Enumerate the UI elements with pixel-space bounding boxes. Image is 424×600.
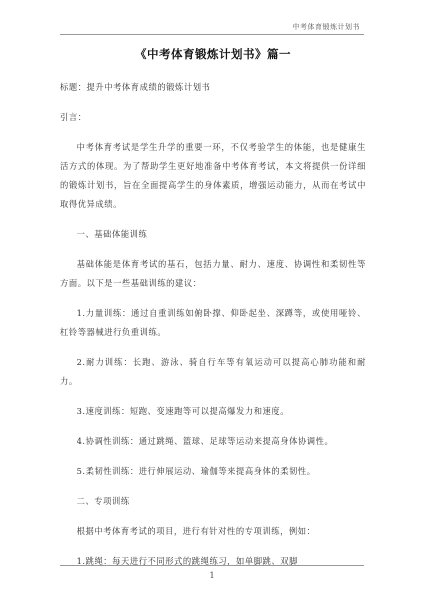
document-title: 《中考体育锻炼计划书》篇一 xyxy=(135,47,291,61)
list-item-endurance: 2.耐力训练：长跑、游泳、骑自行车等有氧运动可以提高心肺功能和耐力。 xyxy=(60,357,366,386)
section-heading-special: 二、专项训练 xyxy=(76,496,130,506)
list-item-strength: 1.力量训练：通过自重训练如俯卧撑、仰卧起坐、深蹲等，或使用哑铃、杠铃等器械进行负重训练。 xyxy=(60,308,366,337)
list-item-jump-rope: 1.跳绳：每天进行不同形式的跳绳练习，如单脚跳、双脚 xyxy=(76,556,298,566)
subject-line: 标题：提升中考体育成绩的锻炼计划书 xyxy=(60,82,211,92)
running-header: 中考体育锻炼计划书 xyxy=(292,23,360,31)
list-item-coordination: 4.协调性训练：通过跳绳、篮球、足球等运动来提高身体协调性。 xyxy=(76,436,334,446)
special-intro-paragraph: 根据中考体育考试的项目，进行有针对性的专项训练，例如： xyxy=(76,526,316,536)
footer-divider xyxy=(60,565,364,566)
basic-intro-paragraph: 基础体能是体育考试的基石，包括力量、耐力、速度、协调性和柔韧性等方面。以下是一些基础训练的建议： xyxy=(60,259,366,288)
section-heading-basic: 一、基础体能训练 xyxy=(76,229,148,239)
list-item-flexibility: 5.柔韧性训练：进行伸展运动、瑜伽等来提高身体的柔韧性。 xyxy=(76,466,316,476)
header-divider xyxy=(60,34,364,35)
intro-paragraph: 中考体育考试是学生升学的重要一环，不仅考验学生的体能，也是健康生活方式的体现。为了帮助学生更好地准备中考体育考试，本文将提供一份详细的锻炼计划书，旨在全面提高学生的身体素质，增强运动能力，从而在考试中取得优异成绩。 xyxy=(60,142,366,209)
list-item-speed: 3.速度训练：短跑、变速跑等可以提高爆发力和速度。 xyxy=(76,406,290,416)
intro-heading: 引言： xyxy=(60,112,87,122)
page-number: 1 xyxy=(209,571,215,580)
document-body xyxy=(60,46,366,582)
